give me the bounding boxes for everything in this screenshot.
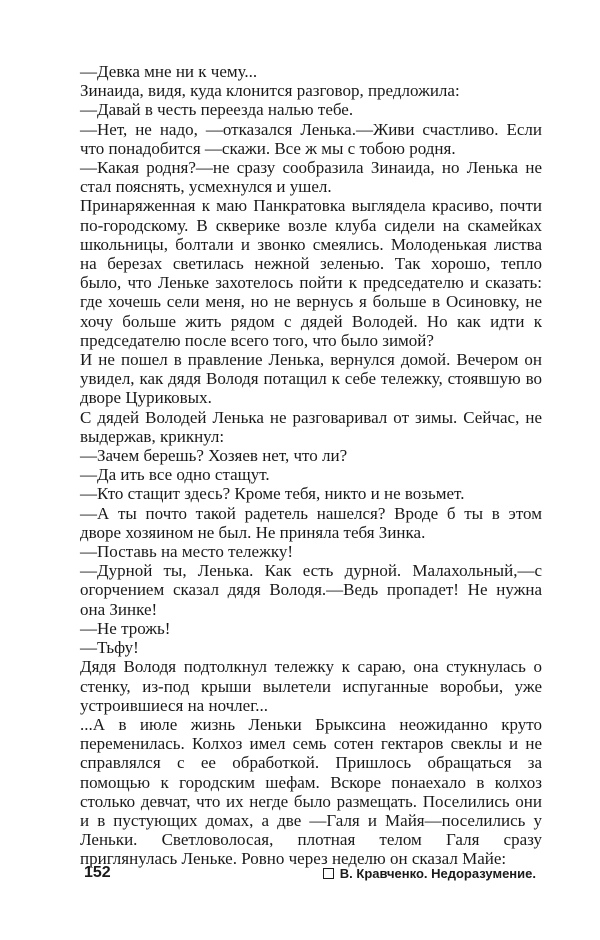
- page-body: [80, 62, 542, 869]
- paragraph: —А ты почто такой радетель нашелся? Вроде б ты в этом дворе хозяином не был. Не приняла тебя Зинка.: [80, 503, 542, 542]
- paragraph: —Девка мне ни к чему...: [80, 62, 258, 81]
- paragraph: С дядей Володей Ленька не разговаривал от зимы. Сейчас, не выдержав, крикнул:: [80, 407, 542, 446]
- paragraph: Дядя Володя подтолкнул тележку к сараю, она стукнулась о стенку, из-под крыши вылетели испуганные воробьи, уже устроившиеся на ночлег...: [80, 657, 542, 715]
- paragraph: ...А в июле жизнь Леньки Брыксина неожиданно круто переменилась. Колхоз имел семь сотен гектаров свеклы и не справлялся с ее обработкой. Пришлось обращаться за помощью к городским шефам. Вскоре понаехало в колхоз столько девчат, что их негде было размещать. Поселились они и в пустующих домах, а две —Галя и Майя—поселились у Леньки. Светловолосая, плотная телом Галя сразу приглянулась Леньке. Ровно через неделю он сказал Майе:: [80, 714, 542, 869]
- paragraph: И не пошел в правление Ленька, вернулся домой. Вечером он увидел, как дядя Володя потащил к себе тележку, стоявшую во дворе Цуриковых.: [80, 350, 542, 408]
- paragraph: —Зачем берешь? Хозяев нет, что ли?: [80, 446, 348, 466]
- paragraph: —Кто стащит здесь? Кроме тебя, никто и не возьмет.: [80, 484, 465, 504]
- page-footer: [84, 864, 536, 884]
- paragraph: —Да ить все одно стащут.: [80, 465, 270, 485]
- square-bullet-icon: [323, 868, 334, 879]
- paragraph: —Дурной ты, Ленька. Как есть дурной. Малахольный,—с огорчением сказал дядя Володя.—Ведь пропадет! Не нужна она Зинке!: [80, 561, 542, 619]
- paragraph: Зинаида, видя, куда клонится разговор, предложила:: [80, 81, 460, 101]
- paragraph: —Поставь на место тележку!: [80, 542, 294, 562]
- paragraph: —Какая родня?—не сразу сообразила Зинаида, но Ленька не стал пояснять, усмехнулся и ушел.: [80, 158, 542, 197]
- running-title: [323, 866, 536, 881]
- text-block: [80, 62, 542, 869]
- page-number: 152: [84, 864, 111, 881]
- paragraph: —Не трожь!: [80, 618, 171, 638]
- paragraph: —Тьфу!: [80, 638, 139, 658]
- running-title-text: В. Кравченко. Недоразумение.: [339, 866, 536, 881]
- paragraph: —Нет, не надо, —отказался Ленька.—Живи счастливо. Если что понадобится —скажи. Все ж мы с тобою родня.: [80, 119, 542, 158]
- paragraph: Принаряженная к маю Панкратовка выглядела красиво, почти по-городскому. В скверике возле клуба сидели на скамейках школьницы, болтали и звонко смеялись. Молоденькая листва на березах светилась нежной зеленью. Так хорошо, тепло было, что Леньке захотелось пойти к председателю и сказать: где хочешь сели меня, но не вернусь я больше в Осиновку, не хочу больше жить рядом с дядей Володей. Но как идти к председателю после всего того, что было зимой?: [80, 196, 542, 350]
- paragraph: —Давай в честь переезда налью тебе.: [80, 100, 354, 120]
